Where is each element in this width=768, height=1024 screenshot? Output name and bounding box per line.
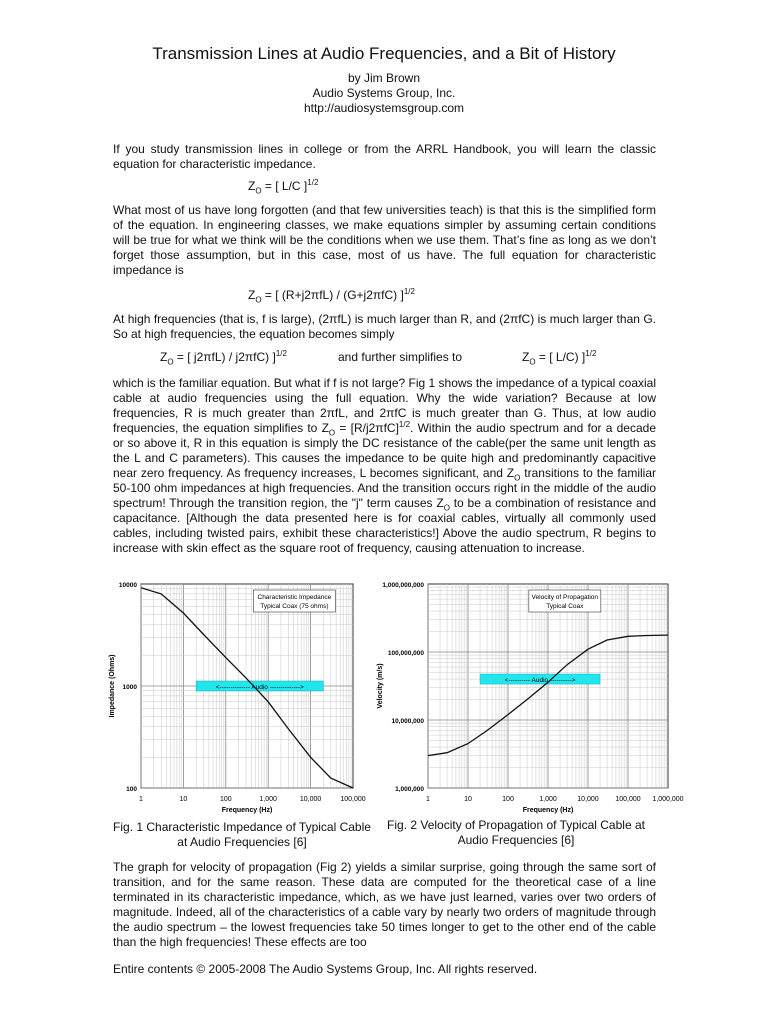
x-axis-label: Frequency (Hz) — [221, 807, 273, 814]
y-tick-label: 1000 — [122, 684, 137, 691]
x-tick-label: 1 — [139, 796, 143, 803]
x-tick-label: 1,000,000 — [652, 796, 684, 803]
chart-subtitle: Typical Coax (75 ohms) — [260, 603, 329, 610]
y-tick-label: 10,000,000 — [391, 718, 424, 725]
figure-1-caption: Fig. 1 Characteristic Impedance of Typical Cable at Audio Frequencies [6] — [113, 820, 371, 849]
equation-3: $Z_O$ = [ j2πfL) / j2πfC) ]$^{1/2}$ — [160, 349, 287, 367]
y-tick-label: 1,000,000,000 — [382, 582, 424, 589]
x-tick-label: 100,000 — [615, 796, 641, 803]
x-tick-label: 10 — [179, 796, 188, 803]
y-axis-label: Impedance (Ohms) — [109, 654, 116, 718]
byline-company: Audio Systems Group, Inc. — [312, 86, 456, 100]
equation-2: $Z_O$ = [ (R+j2πfL) / (G+j2πfC) ]$^{1/2}$ — [248, 287, 415, 305]
x-tick-label: 10,000 — [577, 796, 599, 803]
x-axis-label: Frequency (Hz) — [522, 807, 574, 814]
footer-copyright: Entire contents © 2005-2008 The Audio Systems Group, Inc. All rights reserved. — [113, 962, 538, 976]
chart-velocity — [372, 578, 684, 818]
chart-subtitle: Typical Coax — [546, 603, 584, 610]
x-tick-label: 1 — [426, 796, 430, 803]
y-axis-label: Velocity (m/s) — [377, 663, 384, 709]
chart-impedance — [105, 578, 370, 818]
x-tick-label: 10,000 — [299, 796, 322, 803]
audio-annotation: <-------------- Audio --------------> — [215, 684, 304, 691]
chart-title: Characteristic Impedance — [257, 594, 332, 601]
paragraph-3: At high frequencies (that is, f is large), (2πfL) is much larger than R, and (2πfC) is much larger than G. So at high frequencies, the equation becomes simply — [113, 312, 656, 341]
figure-2-caption: Fig. 2 Velocity of Propagation of Typical Cable at Audio Frequencies [6] — [387, 818, 645, 847]
paragraph-2: What most of us have long forgotten (and that few universities teach) is that this is the simplified form of the equation. In engineering classes, we make equations simpler by assuming certain conditions will be true for what we think will be the conditions when we use them. That’s fine as long as we don’t forget those assumption, but in this case, most of us have. The full equation for characteristic impedance is — [113, 203, 656, 277]
audio-annotation: <---------- Audio ----------> — [504, 677, 576, 685]
equation-3-simplified: $Z_O$ = [ L/C) ]$^{1/2}$ — [522, 349, 597, 367]
y-tick-label: 1,000,000 — [395, 786, 424, 793]
paragraph-1: If you study transmission lines in college or from the ARRL Handbook, you will learn the classic equation for characteristic impedance. — [113, 142, 656, 171]
equation-1: $Z_O$ = [ L/C ]$^{1/2}$ — [248, 178, 319, 196]
x-tick-label: 10 — [464, 796, 472, 803]
x-tick-label: 100 — [502, 796, 514, 803]
x-tick-label: 100,000 — [340, 796, 366, 803]
x-tick-label: 1,000 — [539, 796, 557, 803]
page-title: Transmission Lines at Audio Frequencies, and a Bit of History — [152, 44, 616, 63]
y-tick-label: 100,000,000 — [387, 650, 424, 657]
y-tick-label: 100 — [126, 786, 137, 793]
equation-3-connector: and further simplifies to — [338, 350, 463, 364]
chart-title: Velocity of Propagation — [531, 594, 599, 601]
y-tick-label: 10000 — [118, 582, 137, 589]
paragraph-4: which is the familiar equation. But what if f is not large? Fig 1 shows the impedance of a typical coaxial cable at audio frequencies using the full equation. Why the wide variation? Because at low frequencies, R is much greater than 2πfL, and 2πfC is much greater than G. Thus, at low audio frequencies, the equation simplifies to $Z_O = [R/j2\pi fC]^{1/2}$. Within the audio spectrum and for a decade or so above it, R in this equation is simply the DC resistance of the cable(per the same unit length as the L and C parameters). This causes the impedance to be quite high and predominantly capacitive near zero frequency. As frequency increases, L becomes significant, and $Z_O$ transitions to the familiar 50-100 ohm impedances at high frequencies. And the transition occurs right in the middle of the audio spectrum! Through the transition region, the "j" term causes $Z_O$ to be a combination of resistance and capacitance. [Although the data presented here is for coaxial cables, virtually all commonly used cables, including twisted pairs, exhibit these characteristics!] Above the audio spectrum, R begins to increase with skin effect as the square root of frequency, causing attenuation to increase. — [113, 376, 657, 555]
paragraph-5: The graph for velocity of propagation (Fig 2) yields a similar surprise, going through the same sort of transition, and for the same reason. These data are computed for the theoretical case of a line terminated in its characteristic impedance, which, as we have just learned, varies over two orders of magnitude. Indeed, all of the characteristics of a cable vary by nearly two orders of magnitude through the audio spectrum – the lowest frequencies take 50 times longer to get to the other end of the cable than the high frequencies! These effects are too — [113, 860, 656, 949]
byline-url[interactable]: http://audiosystemsgroup.com — [303, 101, 465, 115]
x-tick-label: 100 — [219, 796, 232, 803]
x-tick-label: 1,000 — [259, 796, 277, 803]
byline-author: by Jim Brown — [347, 71, 421, 85]
